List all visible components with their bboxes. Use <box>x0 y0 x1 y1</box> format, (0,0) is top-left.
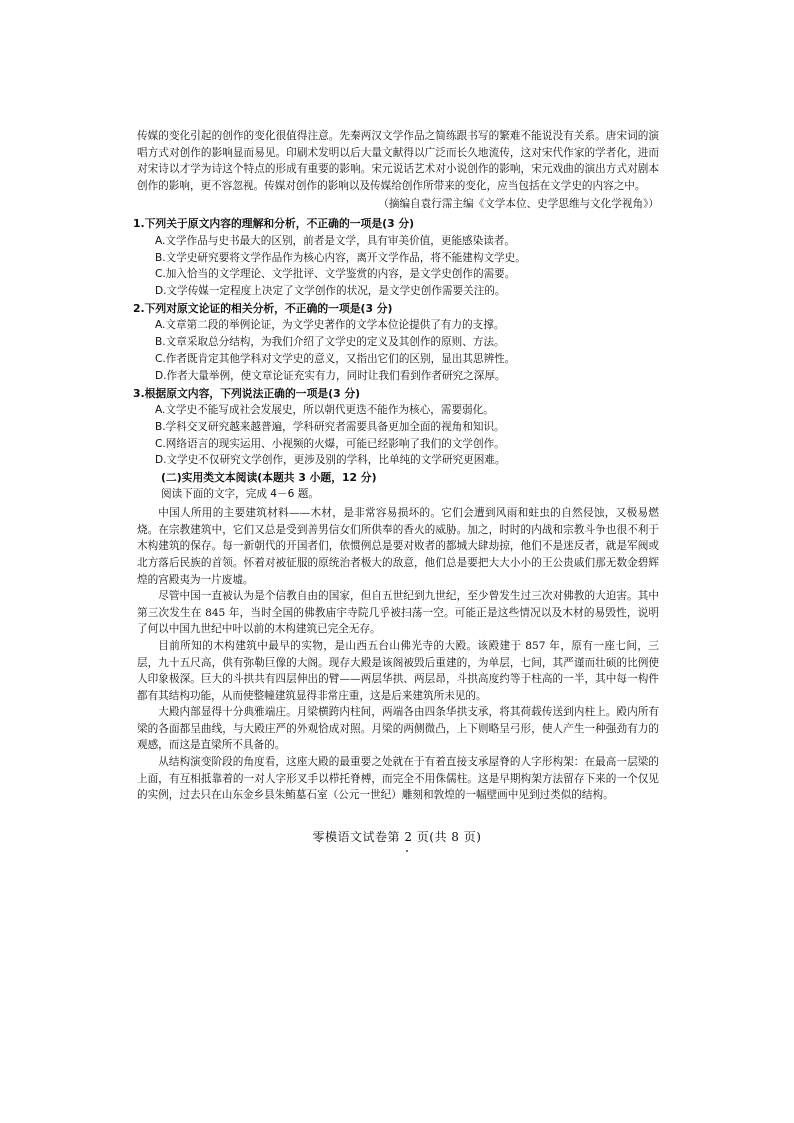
question-1 <box>133 215 659 300</box>
question-stem: 2.下列对原文论证的相关分析，不正确的一项是(3 分) <box>133 301 393 315</box>
reading-paragraph: 大殿内部显得十分典雅端庄。月梁横跨内柱间，两端各由四条华拱支承，将其荷载传送到内柱上。殿内所有梁的各面都呈曲线，与大殿庄严的外观恰成对照。月梁的两侧微凸，上下则略呈弓形，使人产生一种强劲有力的观感，而这是直梁所不具备的。 <box>137 706 659 752</box>
source-citation: （摘编自袁行霈主编《文学本位、史学思维与文化学视角》） <box>378 198 659 211</box>
option-d: D.作者大量举例，使文章论证充实有力，同时让我们看到作者研究之深厚。 <box>155 369 506 382</box>
option-d: D.文学史不仅研究文学创作，更涉及别的学科，比单纯的文学研究更困难。 <box>155 454 506 467</box>
reading-paragraph: 从结构演变阶段的角度看，这座大殿的最重要之处就在于有着直接支承屋脊的人字形构架：在最高一层梁的上面，有互相抵靠着的一对人字形叉手以栉托脊榑，而完全不用侏儒柱。这是早期构架方法留存下来的一个仅见的实例，过去只在山东金乡县朱鲔墓石室（公元一世纪）雕刻和敦煌的一幅壁画中见到过类似的结构。 <box>137 756 659 802</box>
question-2 <box>133 300 659 385</box>
reading-passage <box>137 505 659 804</box>
option-c: C.网络语言的现实运用、小视频的火爆，可能已经影响了我们的文学创作。 <box>155 437 505 450</box>
option-a: A.文学作品与史书最大的区别，前者是文学，具有审美价值，更能感染读者。 <box>155 234 516 247</box>
reading-paragraph: 尽管中国一直被认为是个信教自由的国家，但自五世纪到九世纪，至少曾发生过三次对佛教的大迫害。其中第三次发生在 845 年，当时全国的佛教庙宇寺院几乎被扫荡一空。可能正是这些情况以及木材的易毁性，说明了何以中国九世纪中叶以前的木构建筑已完全无存。 <box>137 590 659 636</box>
question-stem: 3.根据原文内容，下列说法正确的一项是(3 分) <box>133 386 361 400</box>
question-3 <box>133 385 659 470</box>
exam-page-content <box>133 128 659 804</box>
scan-dot <box>406 850 408 852</box>
option-a: A.文学史不能写成社会发展史，所以朝代更迭不能作为核心，需要弱化。 <box>155 403 494 416</box>
option-b: B.文章采取总分结构，为我们介绍了文学史的定义及其创作的原则、方法。 <box>155 336 505 349</box>
option-c: C.作者既肯定其他学科对文学史的意义，又指出它们的区别，显出其思辨性。 <box>155 352 516 365</box>
option-c: C.加入恰当的文学理论、文学批评、文学鉴赏的内容，是文学史创作的需要。 <box>155 268 516 281</box>
page-footer: 零模语文试卷第 2 页(共 8 页) <box>312 830 482 844</box>
section-heading: (二)实用类文本阅读(本题共 3 小题，12 分) <box>161 471 377 485</box>
question-list <box>133 215 659 469</box>
intro-paragraph: 传媒的变化引起的创作的变化很值得注意。先秦两汉文学作品之简练跟书写的繁难不能说没有关系。唐宋词的演唱方式对创作的影响显而易见。印刷术发明以后大量文献得以广泛而长久地流传，这对宋代作家的学者化，进而对宋诗以才学为诗这个特点的形成有重要的影响。宋元说话艺术对小说创作的影响，宋元戏曲的演出方式对剧本创作的影响，更不容忽视。传媒对创作的影响以及传媒给创作所带来的变化，应当包括在文学史的内容之中。 <box>137 130 659 192</box>
option-d: D.文学传媒一定程度上决定了文学创作的状况，是文学史创作需要关注的。 <box>155 285 506 298</box>
question-stem: 1.下列关于原文内容的理解和分析，不正确的一项是(3 分) <box>133 217 415 231</box>
option-a: A.文章第二段的举例论证，为文学史著作的文学本位论提供了有力的支撑。 <box>155 319 505 332</box>
reading-paragraph: 中国人所用的主要建筑材料——木材，是非常容易损坏的。它们会遭到风雨和蛀虫的自然侵蚀，又极易燃烧。在宗教建筑中，它们又总是受到善男信女们所供奉的香火的威胁。加之，时时的内战和宗教斗争也很不利于木构建筑的保存。每一新朝代的开国者们，依惯例总是要对败者的都城大肆劫掠，他们不是迷反者，就是军阀或北方落后民族的首领。怀着对被征服的原统治者极大的敌意，他们总是要把大大小小的王公贵戚们那无数金碧辉煌的宫殿夷为一片废墟。 <box>137 507 659 586</box>
option-b: B.文学史研究要将文学作品作为核心内容，离开文学作品，将不能建构文学史。 <box>155 251 526 264</box>
option-b: B.学科交叉研究越来越普遍，学科研究者需要具备更加全面的视角和知识。 <box>155 420 505 433</box>
section-instruction: 阅读下面的文字，完成 4－6 题。 <box>161 488 319 501</box>
reading-paragraph: 目前所知的木构建筑中最早的实物，是山西五台山佛光寺的大殿。该殿建于 857 年，原有一座七间，三层，九十五尺高，供有弥勒巨像的大阁。现存大殿是该阁被毁后重建的，为单层，七间，其严谨而壮硕的比例使人印象极深。巨大的斗拱共有四层伸出的臂——两层华拱、两层昂，斗拱高度约等于柱高的一半，其中每一构件都有其结构功能，从而使整幢建筑显得非常庄重，这是后来建筑所未见的。 <box>137 639 659 702</box>
